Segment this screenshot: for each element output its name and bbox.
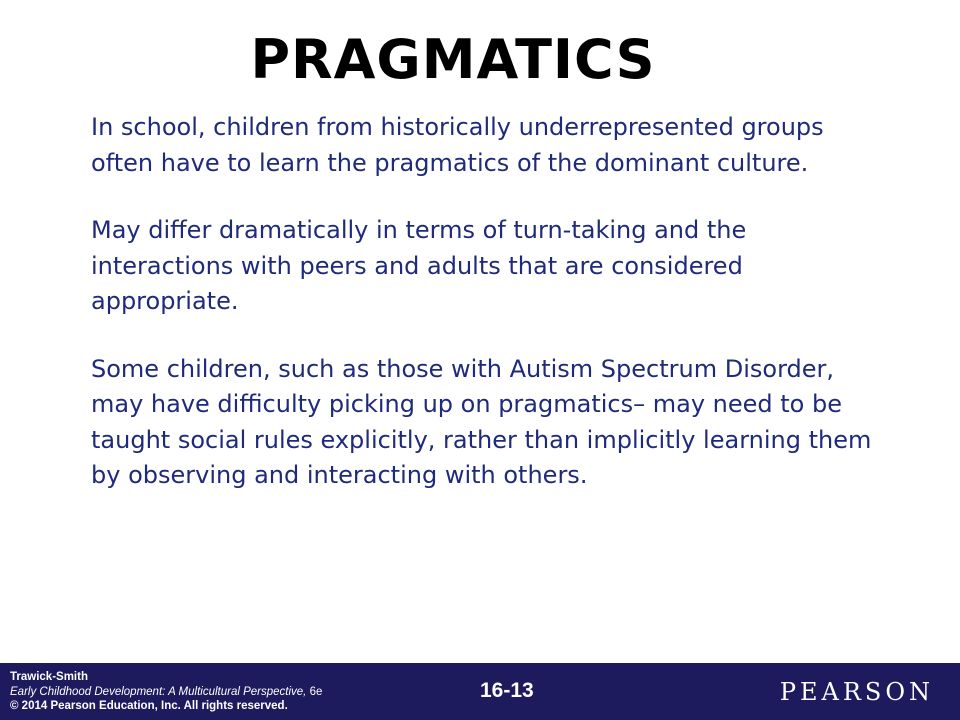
paragraph-turn-taking: May differ dramatically in terms of turn-taking and the interactions with peers and adults that are considered appropriate. (91, 216, 747, 315)
footer-book-line (10, 685, 322, 700)
footer-book-title: Early Childhood Development: A Multicultural Perspective, (10, 685, 307, 698)
slide-title: PRAGMATICS (250, 28, 656, 91)
footer-citation (10, 670, 322, 714)
pearson-logo: PEARSON (779, 678, 934, 706)
footer-author: Trawick-Smith (10, 671, 88, 683)
slide-body (91, 110, 891, 526)
paragraph-school-pragmatics: In school, children from historically underrepresented groups often have to learn the pragmatics of the dominant culture. (91, 113, 824, 177)
footer-edition: 6e (306, 685, 323, 698)
footer-copyright: © 2014 Pearson Education, Inc. All rights reserved. (10, 700, 288, 712)
footer-bar (0, 663, 960, 720)
page-number: 16-13 (480, 679, 534, 702)
paragraph-autism: Some children, such as those with Autism Spectrum Disorder, may have difficulty picking up on pragmatics– may need to be taught social rules explicitly, rather than implicitly learning them by observing and interacting with others. (91, 354, 872, 489)
